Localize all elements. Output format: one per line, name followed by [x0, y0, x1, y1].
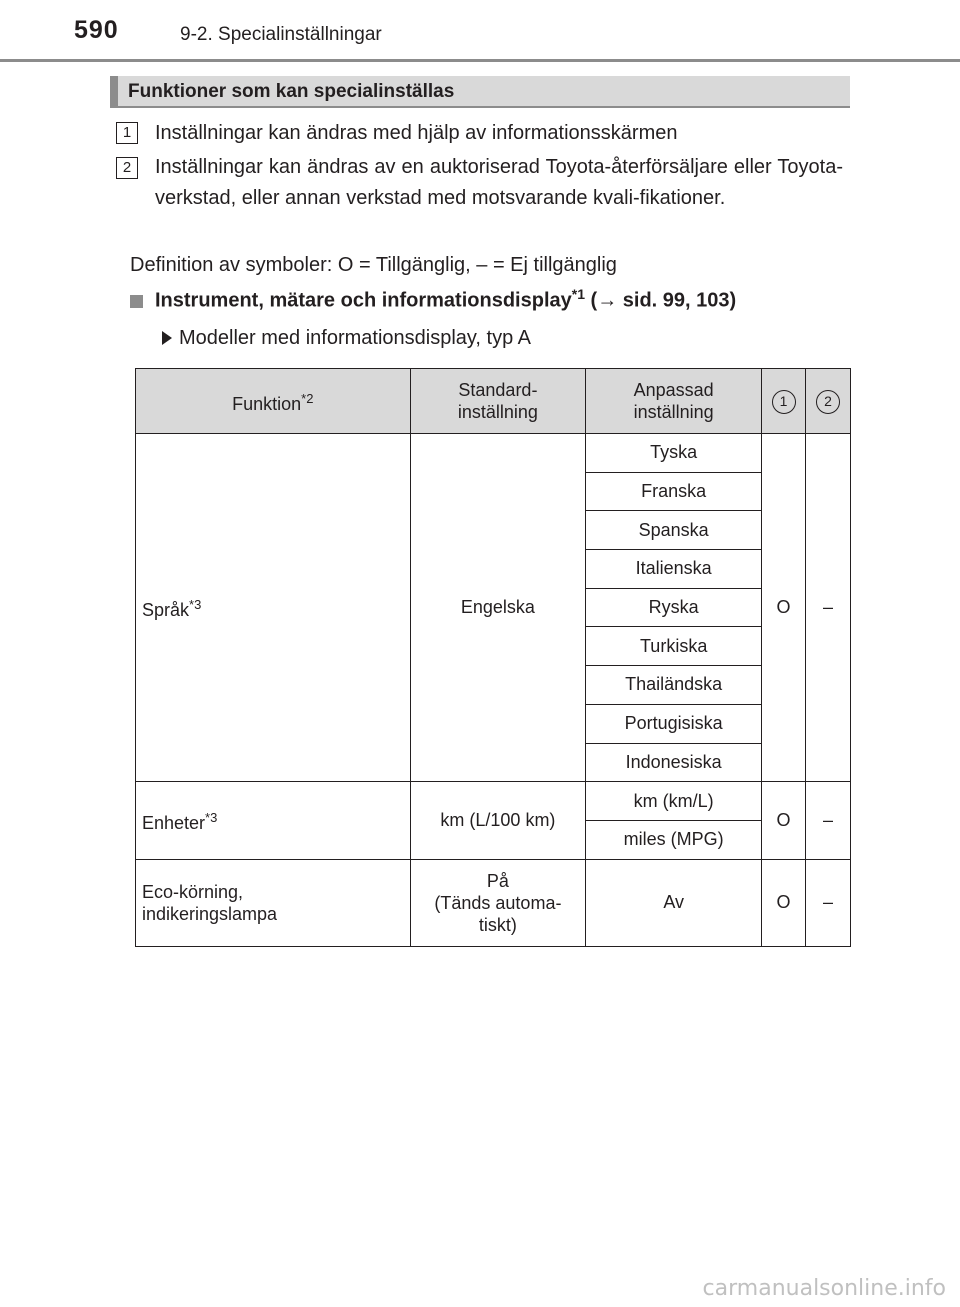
cell-language-option: Indonesiska [586, 743, 762, 782]
cell-language-option: Spanska [586, 511, 762, 550]
cell-eco-custom: Av [586, 859, 762, 946]
item-number-1: 1 [116, 122, 138, 144]
cell-language-option: Italienska [586, 550, 762, 589]
cell-language-option: Portugisiska [586, 704, 762, 743]
watermark: carmanualsonline.info [702, 1276, 946, 1301]
table-row [136, 859, 851, 946]
table-header-row [136, 369, 851, 434]
symbol-definition: Definition av symboler: O = Tillgänglig, – = Ej tillgänglig [130, 254, 617, 276]
subheading-text: Instrument, mätare och informationsdisplay [155, 289, 572, 312]
language-function-label: Språk [142, 600, 190, 621]
cell-language-option: Franska [586, 472, 762, 511]
cell-language-default: Engelska [410, 434, 586, 782]
cell-units-option: km (km/L) [586, 782, 762, 821]
cell-eco-function [136, 859, 411, 946]
header-function-footnote: *2 [301, 390, 314, 406]
header-rule [0, 59, 960, 62]
item-text-1: Inställningar kan ändras med hjälp av informationsskärmen [155, 122, 678, 144]
cell-language-col2: – [806, 434, 851, 782]
table-row [136, 782, 851, 821]
cell-units-default: km (L/100 km) [410, 782, 586, 859]
eco-default-line1: På [486, 870, 509, 891]
item-text-2: Inställningar kan ändras av en auktoriserad Toyota-återförsäljare eller Toyota-verkstad, eller annan verkstad med motsvarande kvali-fikationer. [155, 156, 843, 209]
cell-units-col2: – [806, 782, 851, 859]
page-number: 590 [74, 16, 119, 44]
section-bar-accent [110, 76, 118, 106]
units-function-label: Enheter [142, 812, 206, 833]
cell-eco-col2: – [806, 859, 851, 946]
header-default: Standard- inställning [410, 369, 586, 434]
header-custom: Anpassad inställning [586, 369, 762, 434]
cell-language-col1: O [762, 434, 806, 782]
cell-language-function [136, 434, 411, 782]
header-col2 [806, 369, 851, 434]
model-label: Modeller med informationsdisplay, typ A [179, 327, 532, 349]
settings-table [135, 368, 851, 947]
bullet-square [130, 295, 143, 308]
circle-1-icon: 1 [772, 390, 796, 414]
cell-eco-col1: O [762, 859, 806, 946]
cell-language-option: Ryska [586, 588, 762, 627]
eco-function-line2: indikeringslampa [142, 903, 278, 924]
header-function-label: Funktion [232, 393, 302, 414]
item-number-2: 2 [116, 157, 138, 179]
table-row [136, 434, 851, 473]
header-col1 [762, 369, 806, 434]
subheading [155, 286, 736, 313]
cell-units-option: miles (MPG) [586, 820, 762, 859]
eco-default-line3: tiskt) [478, 914, 517, 935]
cell-language-option: Thailändska [586, 666, 762, 705]
cell-language-option: Tyska [586, 434, 762, 473]
subheading-page-ref: (→ sid. 99, 103) [590, 289, 737, 312]
eco-function-line1: Eco-körning, [142, 881, 244, 902]
cell-language-option: Turkiska [586, 627, 762, 666]
units-footnote: *3 [205, 809, 218, 825]
cell-units-function [136, 782, 411, 859]
subheading-footnote: *1 [571, 286, 585, 302]
section-title: 9-2. Specialinställningar [180, 24, 382, 45]
section-bar [110, 76, 850, 108]
eco-default-line2: (Tänds automa- [434, 892, 562, 913]
cell-eco-default [410, 859, 586, 946]
section-bar-title: Funktioner som kan specialinställas [128, 81, 455, 102]
circle-2-icon: 2 [816, 390, 840, 414]
header-function [136, 369, 411, 434]
triangle-bullet-icon [162, 331, 172, 345]
language-footnote: *3 [189, 597, 202, 613]
cell-units-col1: O [762, 782, 806, 859]
